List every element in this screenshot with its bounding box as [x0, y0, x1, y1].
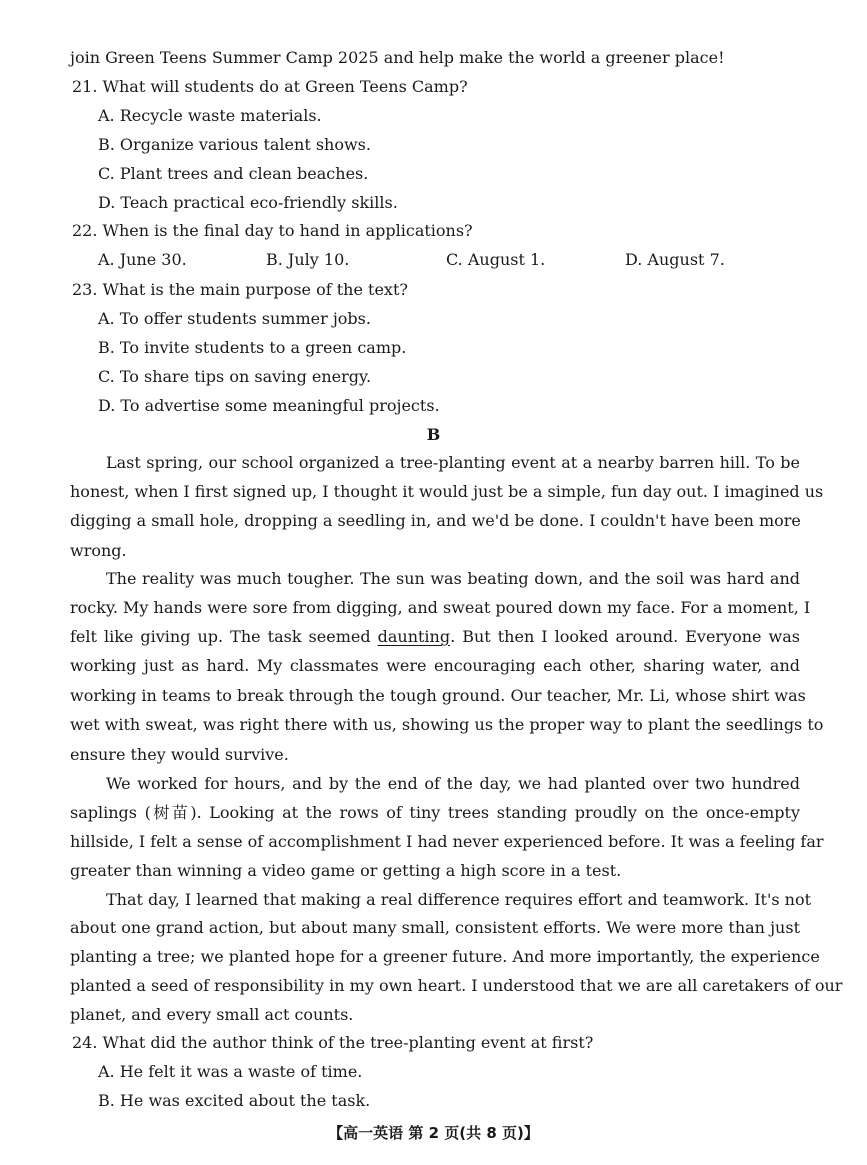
paragraph-2-line: working in teams to break through the tough ground. Our teacher, Mr. Li, whose shirt was	[70, 686, 806, 705]
question-24-option-b: B. He was excited about the task.	[98, 1091, 371, 1110]
question-23-option-d: D. To advertise some meaningful projects.	[98, 396, 440, 415]
paragraph-3-line: hillside, I felt a sense of accomplishment I had never experienced before. It was a feeling far	[70, 832, 824, 851]
paragraph-1-line: honest, when I first signed up, I thought it would just be a simple, fun day out. I imagined us	[70, 482, 824, 501]
question-23-option-c: C. To share tips on saving energy.	[98, 367, 372, 386]
question-22-stem: 22. When is the final day to hand in applications?	[72, 221, 473, 240]
question-23-option-b: B. To invite students to a green camp.	[98, 338, 407, 357]
paragraph-3-line: We worked for hours, and by the end of the day, we had planted over two hundred	[106, 774, 800, 793]
paragraph-4-line: planting a tree; we planted hope for a greener future. And more importantly, the experience	[70, 947, 820, 966]
paragraph-4-line: planet, and every small act counts.	[70, 1005, 354, 1024]
question-21-stem: 21. What will students do at Green Teens Camp?	[72, 77, 468, 96]
question-24-option-a: A. He felt it was a waste of time.	[98, 1062, 363, 1081]
passage-a-ending: join Green Teens Summer Camp 2025 and help make the world a greener place!	[70, 48, 725, 67]
paragraph-1-line: digging a small hole, dropping a seedling in, and we'd be done. I couldn't have been more	[70, 511, 801, 530]
paragraph-2-text: felt like giving up. The task seemed	[70, 627, 378, 646]
question-21-option-b: B. Organize various talent shows.	[98, 135, 371, 154]
paragraph-2-line-with-daunting	[70, 627, 800, 647]
paragraph-1-line: wrong.	[70, 541, 127, 560]
paragraph-2-line: ensure they would survive.	[70, 745, 289, 764]
question-24-stem: 24. What did the author think of the tree-planting event at first?	[72, 1033, 594, 1052]
question-22-option-a: A. June 30.	[98, 250, 187, 269]
question-21-option-d: D. Teach practical eco-friendly skills.	[98, 193, 398, 212]
question-21-option-a: A. Recycle waste materials.	[98, 106, 322, 125]
paragraph-3-line: greater than winning a video game or getting a high score in a test.	[70, 861, 622, 880]
paragraph-4-line: about one grand action, but about many small, consistent efforts. We were more than just	[70, 918, 800, 937]
paragraph-3-line: saplings (树苗). Looking at the rows of tiny trees standing proudly on the once-empty	[70, 803, 800, 822]
question-22-option-b: B. July 10.	[266, 250, 350, 269]
paragraph-2-line: wet with sweat, was right there with us, showing us the proper way to plant the seedlings to	[70, 715, 824, 734]
paragraph-2-text: . But then I looked around. Everyone was	[450, 627, 800, 646]
question-22-option-d: D. August 7.	[625, 250, 725, 269]
question-22-options	[98, 250, 798, 270]
section-b-title: B	[426, 425, 441, 444]
question-23-stem: 23. What is the main purpose of the text?	[72, 280, 408, 299]
paragraph-2-line: working just as hard. My classmates were encouraging each other, sharing water, and	[70, 656, 800, 675]
question-22-option-c: C. August 1.	[446, 250, 546, 269]
underlined-word-daunting: daunting	[377, 627, 451, 646]
paragraph-1-line: Last spring, our school organized a tree-planting event at a nearby barren hill. To be	[106, 453, 800, 472]
paragraph-2-line: rocky. My hands were sore from digging, and sweat poured down my face. For a moment, I	[70, 598, 811, 617]
paragraph-2-line: The reality was much tougher. The sun was beating down, and the soil was hard and	[106, 569, 800, 588]
page-footer: 【高一英语 第 2 页(共 8 页)】	[328, 1124, 539, 1142]
question-21-option-c: C. Plant trees and clean beaches.	[98, 164, 369, 183]
paragraph-4-line: That day, I learned that making a real difference requires effort and teamwork. It's not	[106, 890, 812, 909]
question-23-option-a: A. To offer students summer jobs.	[98, 309, 371, 328]
paragraph-4-line: planted a seed of responsibility in my own heart. I understood that we are all caretakers of our	[70, 976, 843, 995]
